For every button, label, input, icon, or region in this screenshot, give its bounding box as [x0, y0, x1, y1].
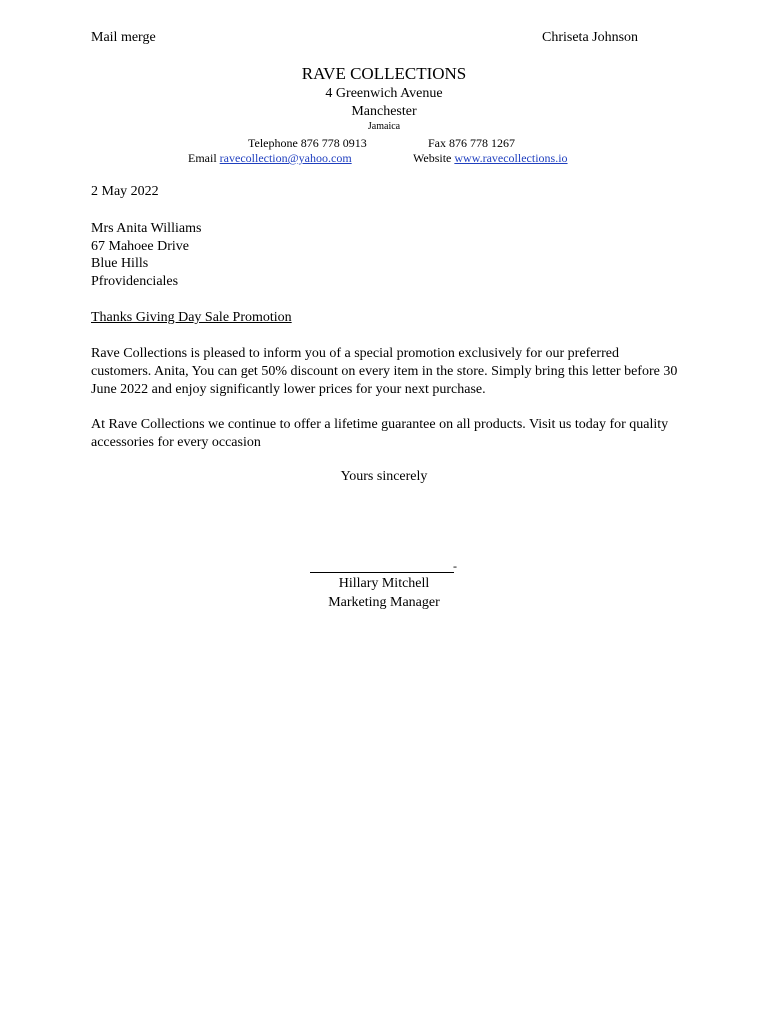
- signer-name: Hillary Mitchell: [338, 576, 430, 591]
- email-link[interactable]: ravecollection@yahoo.com: [219, 151, 352, 165]
- recipient-city: Pfrovidenciales: [91, 274, 179, 289]
- telephone-text: Telephone 876 778 0913: [248, 136, 367, 150]
- recipient-street: 67 Mahoee Drive: [91, 239, 189, 254]
- recipient-area: Blue Hills: [91, 256, 149, 271]
- header-left-text: Mail merge: [91, 30, 156, 45]
- letter-date: 2 May 2022: [91, 184, 159, 199]
- website-link[interactable]: www.ravecollections.io: [454, 151, 568, 165]
- letter-subject: Thanks Giving Day Sale Promotion: [91, 310, 292, 325]
- fax-text: Fax 876 778 1267: [428, 136, 515, 150]
- company-country: Jamaica: [367, 121, 401, 132]
- closing-text: Yours sincerely: [340, 469, 428, 484]
- company-street: 4 Greenwich Avenue: [325, 86, 443, 101]
- website-row: [413, 151, 568, 166]
- company-city: Manchester: [351, 104, 417, 119]
- email-row: [188, 151, 352, 166]
- body-paragraph-2: At Rave Collections we continue to offer a lifetime guarantee on all products. Visit us today for quality accessories for every occasion: [91, 417, 669, 450]
- header-right-text: Chriseta Johnson: [542, 30, 639, 45]
- signer-title: Marketing Manager: [328, 595, 440, 610]
- company-name: RAVE COLLECTIONS: [301, 64, 467, 83]
- body-paragraph-1: Rave Collections is pleased to inform you of a special promotion exclusively for our preferred customers. Anita, You can get 50% discount on every item in the store. Simply bring this letter before 30 June 2022 and enjoy significantly lower prices for your next purchase.: [91, 346, 678, 397]
- signature-line: [310, 572, 454, 573]
- website-label: Website: [413, 151, 452, 165]
- signature-dash: -: [453, 559, 457, 573]
- recipient-name: Mrs Anita Williams: [91, 221, 202, 236]
- email-label: Email: [188, 151, 217, 165]
